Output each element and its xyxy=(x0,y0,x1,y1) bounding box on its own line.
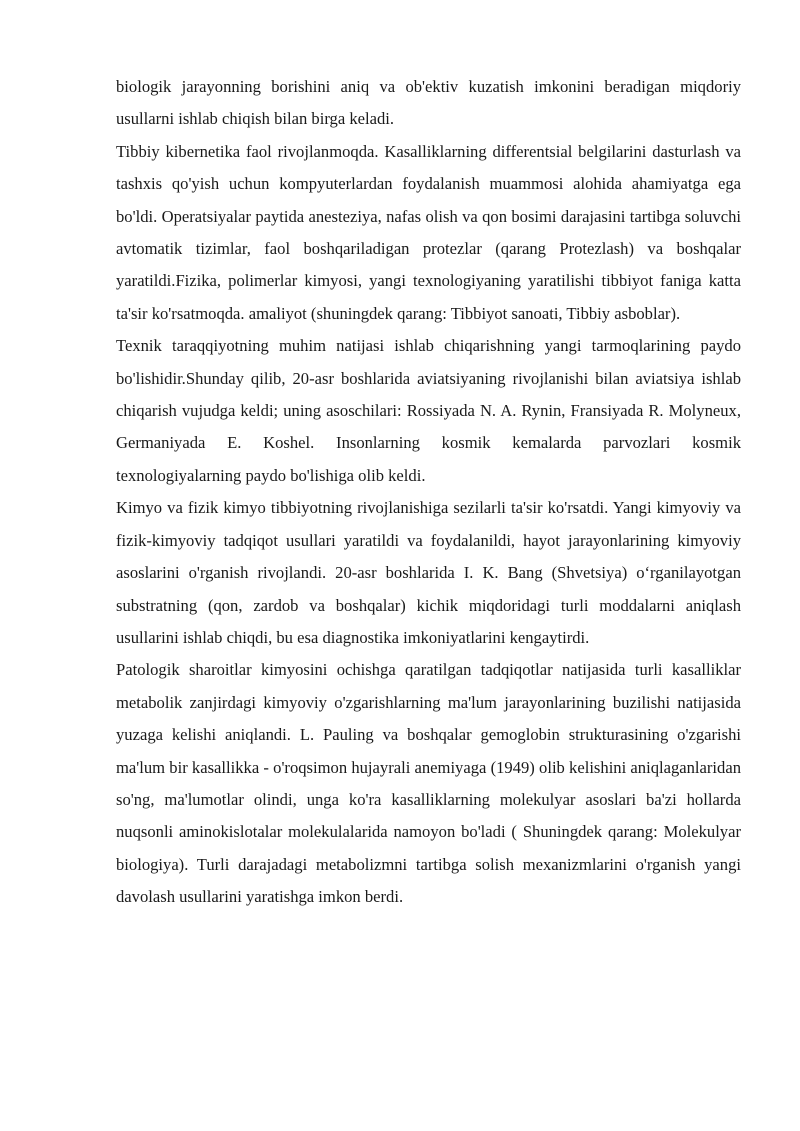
paragraph-pathological-chemistry: Patologik sharoitlar kimyosini ochishga qaratilgan tadqiqotlar natijasida turli kasalliklar metabolik zanjirdagi kimyoviy o'zgarishlarning ma'lum jarayonlarining buzilishi natijasida yuzaga kelishi aniqlandi. L. Pauling va boshqalar gemoglobin strukturasining o'zgarishi ma'lum bir kasallikka - o'roqsimon hujayrali anemiyaga (1949) olib kelishini aniqlaganlaridan so'ng, ma'lumotlar olindi, unga ko'ra kasalliklarning molekulyar asoslari ba'zi hollarda nuqsonli aminokislotalar molekulalarida namoyon bo'ladi ( Shuningdek qarang: Molekulyar biologiya). Turli darajadagi metabolizmni tartibga solish mexanizmlarini o'rganish yangi davolash usullarini yaratishga imkon berdi. xyxy=(116,660,741,907)
paragraph-chemistry: Kimyo va fizik kimyo tibbiyotning rivojlanishiga sezilarli ta'sir ko'rsatdi. Yangi kimyoviy va fizik-kimyoviy tadqiqot usullari yaratildi va foydalanildi, hayot jarayonlarining kimyoviy asoslarini o'rganish rivojlandi. 20-asr boshlarida I. K. Bang (Shvetsiya) o‘rganilayotgan substratning (qon, zardob va boshqalar) kichik miqdoridagi turli moddalarni aniqlash usullarini ishlab chiqdi, bu esa diagnostika imkoniyatlarini kengaytirdi. xyxy=(116,498,741,647)
paragraph-continuation: biologik jarayonning borishini aniq va ob'ektiv kuzatish imkonini beradigan miqdoriy usullarni ishlab chiqish bilan birga keladi. xyxy=(116,77,741,129)
paragraph-medical-cybernetics: Tibbiy kibernetika faol rivojlanmoqda. Kasalliklarning differentsial belgilarini dasturlash va tashxis qo'yish uchun kompyuterlardan foydalanish muammosi alohida ahamiyatga ega bo'ldi. Operatsiyalar paytida anesteziya, nafas olish va qon bosimi darajasini tartibga soluvchi avtomatik tizimlar, faol boshqariladigan protezlar (qarang Protezlash) va boshqalar yaratildi.Fizika, polimerlar kimyosi, yangi texnologiyaning yaratilishi tibbiyot faniga katta ta'sir ko'rsatmoqda. amaliyot (shuningdek qarang: Tibbiyot sanoati, Tibbiy asboblar). xyxy=(116,141,741,323)
document-page xyxy=(116,71,741,914)
paragraph-technical-progress: Texnik taraqqiyotning muhim natijasi ishlab chiqarishning yangi tarmoqlarining paydo bo'lishidir.Shunday qilib, 20-asr boshlarida aviatsiyaning rivojlanishi bilan aviatsiya ishlab chiqarish vujudga keldi; uning asoschilari: Rossiyada N. A. Rynin, Fransiyada R. Molyneux, Germaniyada E. Koshel. Insonlarning kosmik kemalarda parvozlari kosmik texnologiyalarning paydo bo'lishiga olib keldi. xyxy=(116,336,741,485)
